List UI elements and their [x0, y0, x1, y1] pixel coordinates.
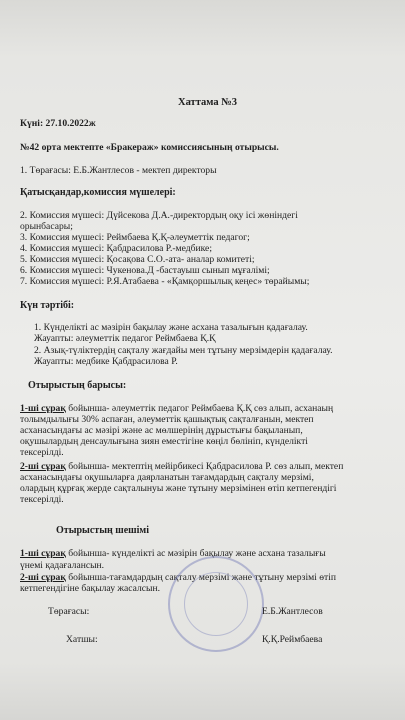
- document-date: Күні: 27.10.2022ж: [20, 118, 96, 129]
- chair-line: 1. Төрағасы: Е.Б.Жантлесов - мектеп директоры: [20, 165, 217, 176]
- q2-line: тексерілді.: [20, 494, 64, 505]
- q1-line: оқушылардың денсаулығына зиян еместігіне көңіл бөлініп, күнделікті: [20, 436, 308, 447]
- q1-line: асханасындағы ас мәзірі және ас мөлшерінің дұрыстығы бақыланып,: [20, 425, 303, 436]
- d2-paragraph: 2-ші сұрақ бойынша-тағамдардың сақталу мерзімі және тұтыну мерзімі өтіп: [20, 572, 337, 583]
- d2-label: 2-ші сұрақ: [20, 572, 66, 583]
- participant-line: 3. Комиссия мүшесі: Реймбаева Қ.Қ-әлеуметтік педагог;: [20, 232, 250, 243]
- q2-line: олардың құрғақ жерде сақталынуы және тұтыну мерзімінен өтіп кетпегендігі: [20, 483, 337, 494]
- process-heading: Отырыстың барысы:: [28, 380, 127, 391]
- agenda-item: Жауапты: медбике Қабдрасилова Р.: [34, 356, 178, 367]
- participant-line: 6. Комиссия мүшесі: Чукенова.Д -бастауыш сынып мұғалімі;: [20, 265, 270, 276]
- signature-secretary-label: Хатшы:: [66, 634, 98, 645]
- document-title: Хаттама №3: [178, 97, 238, 108]
- participant-line: 7. Комиссия мүшесі: Р.Я.Атабаева - «Қамқоршылық кеңес» төрайымы;: [20, 276, 310, 287]
- participant-line: 5. Комиссия мүшесі: Қосақова С.О.-ата- аналар комитеті;: [20, 254, 255, 265]
- agenda-heading: Күн тәртібі:: [20, 300, 75, 311]
- participants-heading: Қатысқандар,комиссия мүшелері:: [20, 187, 176, 198]
- agenda-item: 2. Азық-түліктердің сақталу жағдайы мен тұтыну мерзімдерін қадағалау.: [34, 345, 333, 356]
- stamp-seal: [168, 556, 264, 652]
- q1-line: тексерілді.: [20, 447, 64, 458]
- agenda-item: 1. Күнделікті ас мәзірін бақылау және асхана тазалығын қадағалау.: [34, 322, 308, 333]
- decision-heading: Отырыстың шешімі: [56, 525, 149, 536]
- participant-line: орынбасары;: [20, 221, 73, 232]
- q1-paragraph: 1-ші сұрақ бойынша- әлеуметтік педагог Реймбаева Қ.Қ сөз алып, асханаың: [20, 403, 334, 414]
- signature-secretary-name: Қ.Қ.Реймбаева: [262, 634, 323, 645]
- d1-label: 1-ші сұрақ: [20, 548, 66, 559]
- participant-line: 4. Комиссия мүшесі: Қабдрасилова Р.-медбике;: [20, 243, 212, 254]
- q2-paragraph: 2-ші сұрақ бойынша- мектептің мейірбикесі Қабдрасилова Р. сөз алып, мектеп: [20, 461, 344, 472]
- signature-chair-label: Төрағасы:: [48, 606, 90, 617]
- d2-line: кетпегендігіне бақылау жасалсын.: [20, 583, 161, 594]
- meeting-heading: №42 орта мектепте «Бракераж» комиссиясының отырысы.: [20, 142, 279, 153]
- participant-line: 2. Комиссия мүшесі: Дүйсекова Д.А.-директордың оқу ісі жөніндегі: [20, 210, 298, 221]
- q2-label: 2-ші сұрақ: [20, 461, 66, 472]
- d1-paragraph: 1-ші сұрақ бойынша- күнделікті ас мәзірін бақылау және асхана тазалығы: [20, 548, 326, 559]
- q1-line: толымдылығы 30% аспаған, әлеуметтік қашықтық сақталғанын, мектеп: [20, 414, 314, 425]
- agenda-item: Жауапты: әлеуметтік педагог Реймбаева Қ.Қ: [34, 333, 216, 344]
- signature-chair-name: Е.Б.Жантлесов: [262, 606, 323, 617]
- q1-label: 1-ші сұрақ: [20, 403, 66, 414]
- d1-line: үнемі қадағалансын.: [20, 560, 105, 571]
- q2-line: асханасындағы оқушыларға даярланатын тағамдардың сақталу мерзімі,: [20, 472, 314, 483]
